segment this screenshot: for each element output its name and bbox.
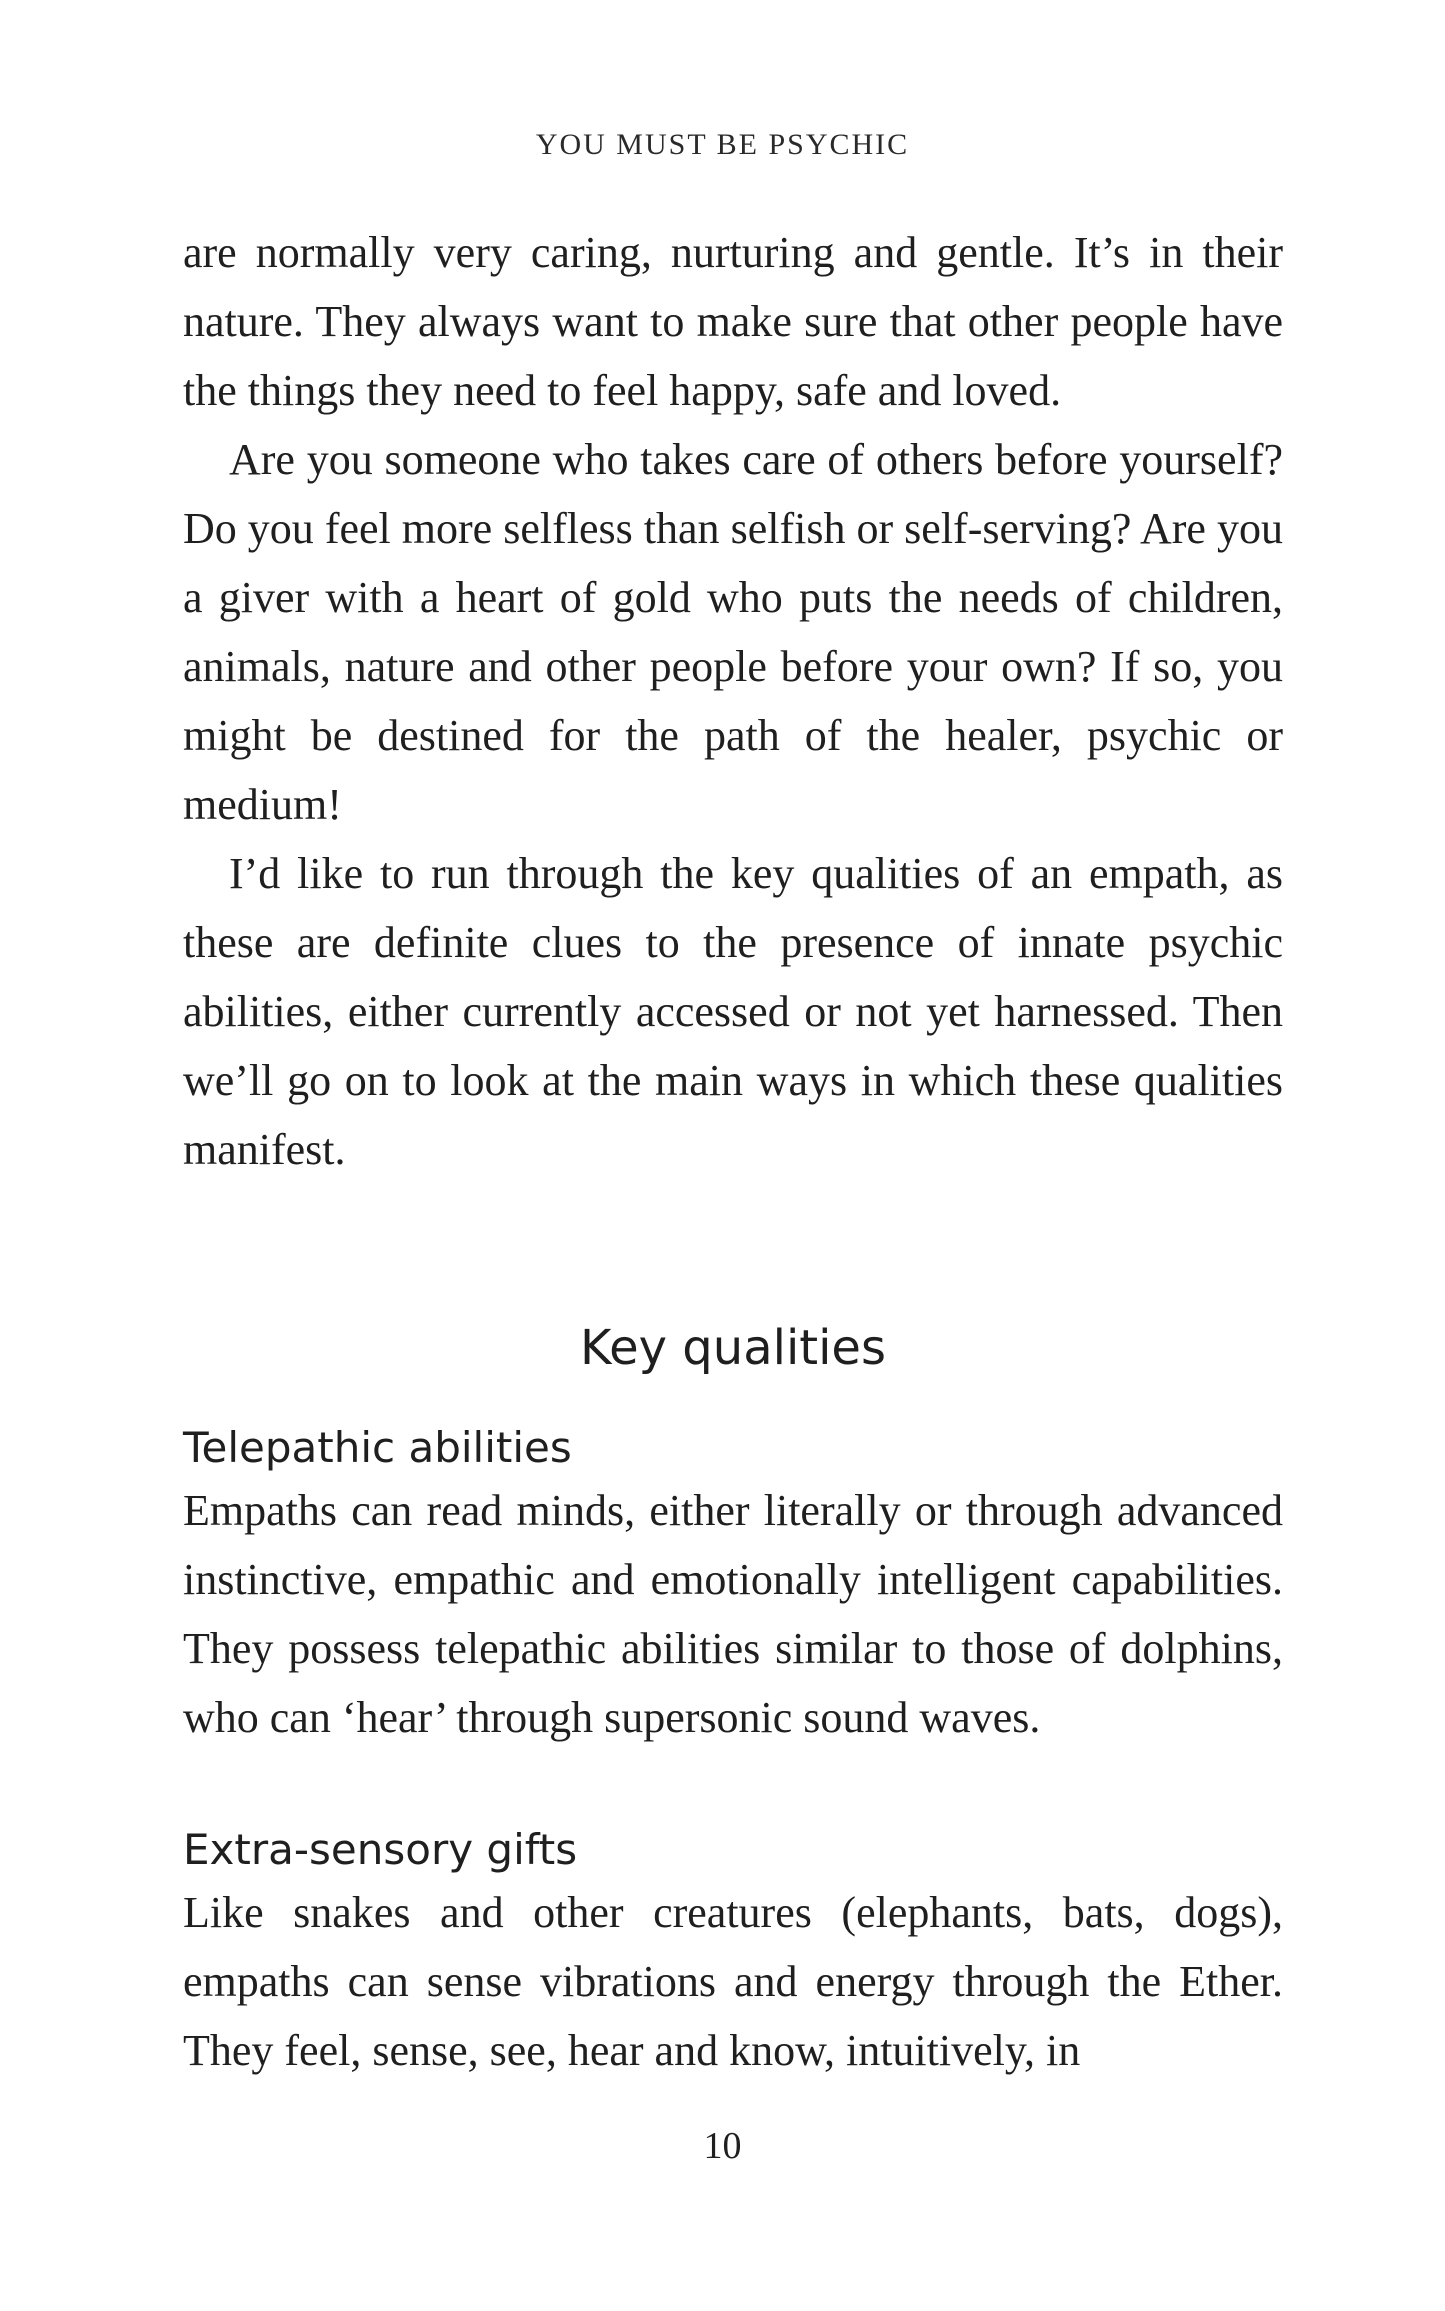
- subsection-heading-extra-sensory: Extra-sensory gifts: [183, 1825, 578, 1874]
- page-number: 10: [703, 2125, 742, 2167]
- running-head: YOU MUST BE PSYCHIC: [535, 128, 910, 161]
- paragraph: I’d like to run through the key qualities of an empath, as these are definite clues to the presence of innate psychic abilities, either currently accessed or not yet harnessed. Then we’ll go on to look at the main ways in which these qualities manifest.: [183, 849, 1283, 1174]
- section-title: Key qualities: [580, 1320, 886, 1376]
- subsection-text-extra-sensory: Like snakes and other creatures (elephants, bats, dogs), empaths can sense vibrations and energy through the Ether. They feel, sense, see, hear and know, intuitively, in: [183, 1888, 1283, 2075]
- subsection-text-telepathic: Empaths can read minds, either literally or through advanced instinctive, empathic and emotionally intelligent capabilities. They possess telepathic abilities similar to those of dolphins, who can ‘hear’ through supersonic sound waves.: [183, 1486, 1283, 1742]
- paragraph-continuation: are normally very caring, nurturing and gentle. It’s in their nature. They always want to make sure that other people have the things they need to feel happy, safe and loved.: [183, 228, 1283, 415]
- subsection-heading-telepathic: Telepathic abilities: [183, 1423, 572, 1472]
- body-text: [183, 218, 1283, 2085]
- paragraph: Are you someone who takes care of others before yourself? Do you feel more selfless than selfish or self-serving? Are you a giver with a heart of gold who puts the needs of children, animals, nature and other people before your own? If so, you might be destined for the path of the healer, psychic or medium!: [183, 435, 1283, 829]
